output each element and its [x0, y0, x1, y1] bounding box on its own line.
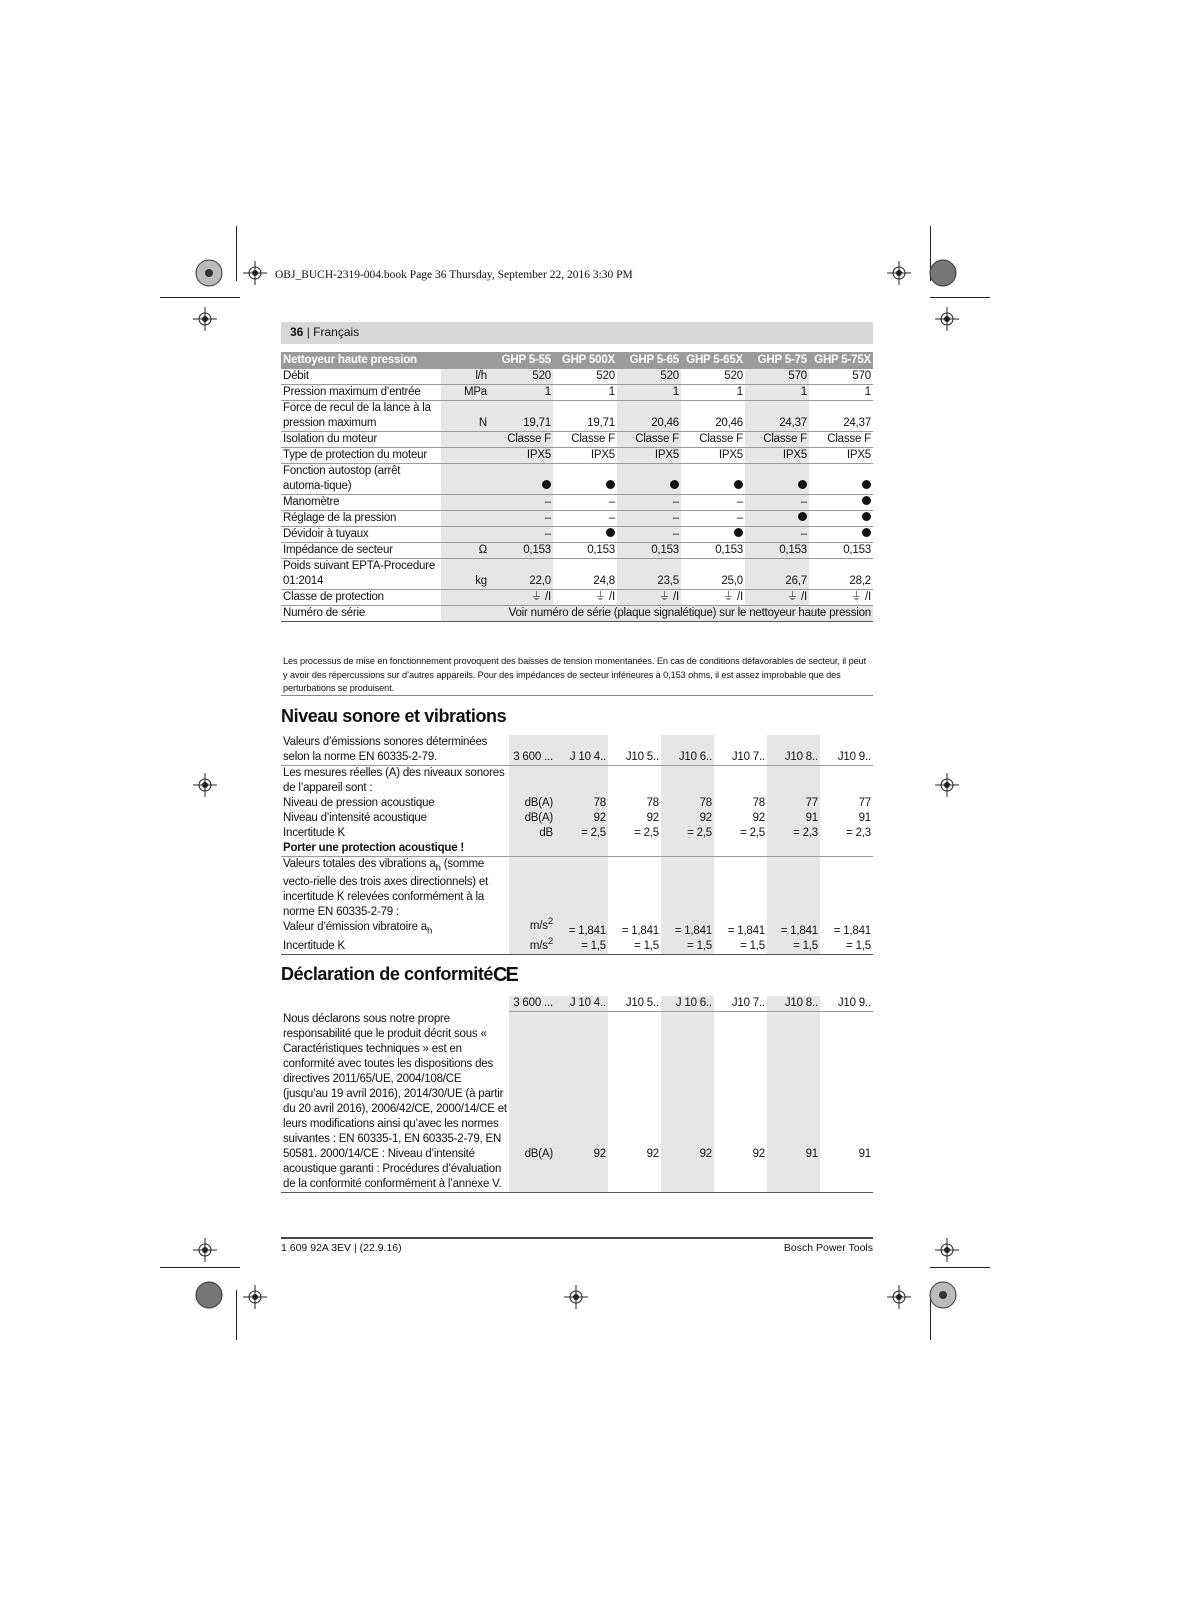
table-row — [281, 590, 873, 606]
row-value: 520 — [489, 369, 553, 385]
bullet-icon — [542, 480, 551, 489]
bullet-icon — [606, 528, 615, 537]
row-value — [553, 464, 617, 495]
row-label: Impédance de secteur — [281, 543, 441, 559]
row-value: ⏚ /I — [809, 590, 873, 606]
row-value: IPX5 — [489, 448, 553, 464]
row-value: ⏚ /I — [617, 590, 681, 606]
row-value: 520 — [553, 369, 617, 385]
row-value: 77 91 = 2,3 — [820, 766, 873, 857]
header-separator: | — [303, 325, 314, 339]
table-row — [281, 996, 873, 1012]
row-unit: 3 600 ... — [509, 735, 555, 766]
row-value: 0,153 — [809, 543, 873, 559]
bullet-icon — [734, 528, 743, 537]
bullet-icon — [798, 480, 807, 489]
row-value: 26,7 — [745, 559, 809, 590]
row-value: – — [553, 495, 617, 511]
crosshair-icon — [887, 1285, 911, 1309]
model-header: GHP 500X — [553, 352, 617, 369]
print-slug: OBJ_BUCH-2319-004.book Page 36 Thursday, September 22, 2016 3:30 PM — [275, 269, 633, 281]
row-value: – — [681, 511, 745, 527]
crosshair-icon — [935, 773, 959, 797]
table-row — [281, 385, 873, 401]
row-value — [745, 464, 809, 495]
row-label: Force de recul de la lance à la pression maximum — [281, 401, 441, 432]
row-value: J10 5.. — [608, 996, 661, 1012]
table-row — [281, 735, 873, 766]
row-value: 19,71 — [489, 401, 553, 432]
crosshair-icon — [243, 1285, 267, 1309]
crosshair-icon — [935, 307, 959, 331]
row-unit — [441, 495, 489, 511]
row-value: – — [681, 495, 745, 511]
bullet-icon — [862, 496, 871, 505]
crop-line — [930, 297, 990, 298]
row-unit: N — [441, 401, 489, 432]
row-unit — [441, 432, 489, 448]
crop-line — [236, 226, 237, 281]
table-row — [281, 448, 873, 464]
row-label: Isolation du moteur — [281, 432, 441, 448]
row-value — [489, 464, 553, 495]
row-value: – — [745, 495, 809, 511]
row-value: 78 92 = 2,5 — [714, 766, 767, 857]
row-value: Classe F — [489, 432, 553, 448]
table-row — [281, 543, 873, 559]
row-value: ⏚ /I — [681, 590, 745, 606]
row-value: = 1,841 = 1,5 — [767, 857, 820, 955]
row-value: 24,37 — [745, 401, 809, 432]
conformity-table — [281, 996, 873, 1193]
row-value: 570 — [809, 369, 873, 385]
table-row — [281, 401, 873, 432]
table-row — [281, 511, 873, 527]
table-title: Nettoyeur haute pression — [281, 352, 489, 369]
row-value: ⏚ /I — [745, 590, 809, 606]
bullet-icon — [734, 480, 743, 489]
table-row — [281, 559, 873, 590]
row-label: Type de protection du moteur — [281, 448, 441, 464]
row-value: 92 — [661, 1012, 714, 1193]
crosshair-icon — [935, 1238, 959, 1262]
row-value: J 10 4.. — [555, 996, 608, 1012]
registration-mark-icon — [928, 1280, 958, 1310]
row-value: 92 — [714, 1012, 767, 1193]
bullet-icon — [862, 528, 871, 537]
row-unit: l/h — [441, 369, 489, 385]
row-label: Valeurs d’émissions sonores déterminées selon la norme EN 60335-2-79. — [281, 735, 509, 766]
row-value: – — [617, 511, 681, 527]
row-value: – — [617, 495, 681, 511]
crosshair-icon — [193, 307, 217, 331]
row-value: IPX5 — [681, 448, 745, 464]
table-header-row — [281, 352, 873, 369]
row-label — [281, 996, 509, 1012]
row-value: 24,37 — [809, 401, 873, 432]
row-value: – — [489, 495, 553, 511]
row-value: = 1,841 = 1,5 — [820, 857, 873, 955]
row-value: 1 — [745, 385, 809, 401]
row-value — [617, 464, 681, 495]
row-label: Manomètre — [281, 495, 441, 511]
bullet-icon — [670, 480, 679, 489]
row-value — [809, 527, 873, 543]
row-value: 1 — [681, 385, 745, 401]
row-value: 570 — [745, 369, 809, 385]
row-unit: dB(A) dB(A) dB — [509, 766, 555, 857]
serial-value: Voir numéro de série (plaque signalétique) sur le nettoyeur haute pression — [441, 606, 873, 622]
row-value: 92 — [555, 1012, 608, 1193]
crosshair-icon — [193, 773, 217, 797]
crosshair-icon — [887, 261, 911, 285]
row-label: Fonction autostop (arrêt automa-tique) — [281, 464, 441, 495]
crop-line — [160, 297, 240, 298]
row-unit — [441, 511, 489, 527]
row-value: 91 — [767, 1012, 820, 1193]
table-row — [281, 1012, 873, 1193]
registration-mark-icon — [928, 258, 958, 288]
row-value: Classe F — [617, 432, 681, 448]
crosshair-icon — [564, 1285, 588, 1309]
row-value: – — [617, 527, 681, 543]
crop-line — [160, 1267, 240, 1268]
registration-mark-icon — [194, 258, 224, 288]
row-value — [553, 527, 617, 543]
row-value: 22,0 — [489, 559, 553, 590]
row-value — [809, 495, 873, 511]
row-unit: Ω — [441, 543, 489, 559]
row-value: = 1,841 = 1,5 — [661, 857, 714, 955]
row-label: Valeurs totales des vibrations $a_h$ (somme vecto-rielle des trois axes directionnels) et incertitude K relevées conformément à la norme EN 60335-2-79 : Valeur d’émission vibratoire $a_h$ Incertitude K — [281, 857, 509, 955]
row-value: J10 8.. — [767, 996, 820, 1012]
row-value: 520 — [681, 369, 745, 385]
page-number: 36 — [290, 325, 304, 339]
row-value: 0,153 — [617, 543, 681, 559]
row-value: Classe F — [809, 432, 873, 448]
impedance-note: Les processus de mise en fonctionnement provoquent des baisses de tension momentanées. En cas de conditions défavorables de secteur, il peut y avoir des répercussions sur d’autres appareils. Pour des impédances de secteur inférieures à 0,153 ohms, il est assez improbable que des perturbations se produisent. — [283, 656, 867, 693]
noise-table — [281, 735, 873, 955]
row-unit: kg — [441, 559, 489, 590]
row-value: – — [489, 511, 553, 527]
row-value: 19,71 — [553, 401, 617, 432]
ce-mark: CE — [493, 964, 517, 986]
row-value: J10 7.. — [714, 996, 767, 1012]
table-row — [281, 766, 873, 857]
row-unit — [441, 448, 489, 464]
table-row — [281, 369, 873, 385]
page-header — [281, 322, 873, 344]
row-value: = 1,841 = 1,5 — [555, 857, 608, 955]
row-value: Classe F — [745, 432, 809, 448]
row-value: 1 — [617, 385, 681, 401]
header-language: Français — [313, 325, 360, 339]
bullet-icon — [798, 512, 807, 521]
row-value: 0,153 — [553, 543, 617, 559]
model-header: GHP 5-65 — [617, 352, 681, 369]
model-header: GHP 5-65X — [681, 352, 745, 369]
row-value: 1 — [809, 385, 873, 401]
row-value: Classe F — [681, 432, 745, 448]
row-value: IPX5 — [617, 448, 681, 464]
row-value: J 10 4.. — [555, 735, 608, 766]
row-label: Dévidoir à tuyaux — [281, 527, 441, 543]
row-value: 20,46 — [681, 401, 745, 432]
row-unit — [441, 527, 489, 543]
row-value: 92 — [608, 1012, 661, 1193]
crosshair-icon — [193, 1238, 217, 1262]
row-value — [681, 527, 745, 543]
row-value: 91 — [820, 1012, 873, 1193]
row-value: 28,2 — [809, 559, 873, 590]
row-value: J10 5.. — [608, 735, 661, 766]
bullet-icon — [862, 480, 871, 489]
row-unit — [441, 464, 489, 495]
row-value: – — [745, 527, 809, 543]
row-label: Pression maximum d’entrée — [281, 385, 441, 401]
model-header: GHP 5-55 — [489, 352, 553, 369]
row-value: 0,153 — [489, 543, 553, 559]
table-row — [281, 527, 873, 543]
tech-data-table — [281, 352, 873, 622]
row-value: 77 91 = 2,3 — [767, 766, 820, 857]
row-value — [745, 511, 809, 527]
row-value: 0,153 — [745, 543, 809, 559]
row-value: = 1,841 = 1,5 — [714, 857, 767, 955]
table-row — [281, 495, 873, 511]
row-value: 23,5 — [617, 559, 681, 590]
row-label: Les mesures réelles (A) des niveaux sonores de l’appareil sont : Niveau de pression acoustique Niveau d’intensité acoustique Incertitude K Porter une protection acoustique ! — [281, 766, 509, 857]
registration-mark-icon — [194, 1280, 224, 1310]
row-value: 24,8 — [553, 559, 617, 590]
row-label: Numéro de série — [281, 606, 441, 622]
section-heading-noise: Niveau sonore et vibrations — [281, 706, 507, 726]
row-value — [681, 464, 745, 495]
row-value — [809, 464, 873, 495]
row-value: 78 92 = 2,5 — [661, 766, 714, 857]
row-value: IPX5 — [809, 448, 873, 464]
row-value: J10 6.. — [661, 735, 714, 766]
footer-rule — [281, 1237, 873, 1239]
row-unit: dB(A) — [509, 1012, 555, 1193]
row-value: J 10 6.. — [661, 996, 714, 1012]
row-value: 78 92 = 2,5 — [608, 766, 661, 857]
row-label: Débit — [281, 369, 441, 385]
section-heading-conformity: Déclaration de conformité — [281, 964, 494, 984]
row-label: Nous déclarons sous notre propre responsabilité que le produit décrit sous « Caractéristiques techniques » est en conformité avec toutes les dispositions des directives 2011/65/UE, 2004/108/CE (jusqu’au 19 avril 2016), 2014/30/UE (à partir du 20 avril 2016), 2006/42/CE, 2000/14/CE et leurs modifications ainsi qu’avec les normes suivantes : EN 60335-1, EN 60335-2-79, EN 50581. 2000/14/CE : Niveau d’intensité acoustique garanti : Procédures d’évaluation de la conformité conformément à l’annexe V. — [281, 1012, 509, 1193]
bullet-icon — [862, 512, 871, 521]
table-row — [281, 857, 873, 955]
footer-left: 1 609 92A 3EV | (22.9.16) — [281, 1242, 402, 1254]
row-value: IPX5 — [553, 448, 617, 464]
row-unit: MPa — [441, 385, 489, 401]
model-header: GHP 5-75 — [745, 352, 809, 369]
table-row — [281, 606, 873, 622]
row-value: J10 8.. — [767, 735, 820, 766]
row-unit: 3 600 ... — [509, 996, 555, 1012]
row-label: Réglage de la pression — [281, 511, 441, 527]
row-label: Poids suivant EPTA-Procedure 01:2014 — [281, 559, 441, 590]
row-value — [809, 511, 873, 527]
row-value: – — [489, 527, 553, 543]
row-unit — [441, 590, 489, 606]
crop-line — [930, 1267, 990, 1268]
table-row — [281, 464, 873, 495]
row-value: ⏚ /I — [553, 590, 617, 606]
row-value: 1 — [553, 385, 617, 401]
row-value: – — [553, 511, 617, 527]
row-value: 0,153 — [681, 543, 745, 559]
table-row — [281, 432, 873, 448]
row-value: ⏚ /I — [489, 590, 553, 606]
row-value: J10 9.. — [820, 996, 873, 1012]
row-value: 78 92 = 2,5 — [555, 766, 608, 857]
row-value: Classe F — [553, 432, 617, 448]
row-unit: $m/s^2$ $m/s^2$ — [509, 857, 555, 955]
row-value: 25,0 — [681, 559, 745, 590]
model-header: GHP 5-75X — [809, 352, 873, 369]
crosshair-icon — [243, 261, 267, 285]
row-label: Classe de protection — [281, 590, 441, 606]
crop-line — [236, 1290, 237, 1340]
row-value: 520 — [617, 369, 681, 385]
row-value: = 1,841 = 1,5 — [608, 857, 661, 955]
footer-right: Bosch Power Tools — [783, 1242, 873, 1254]
bullet-icon — [606, 480, 615, 489]
row-value: J10 7.. — [714, 735, 767, 766]
row-value: IPX5 — [745, 448, 809, 464]
row-value: 20,46 — [617, 401, 681, 432]
row-value: 1 — [489, 385, 553, 401]
divider — [281, 695, 873, 696]
row-value: J10 9.. — [820, 735, 873, 766]
